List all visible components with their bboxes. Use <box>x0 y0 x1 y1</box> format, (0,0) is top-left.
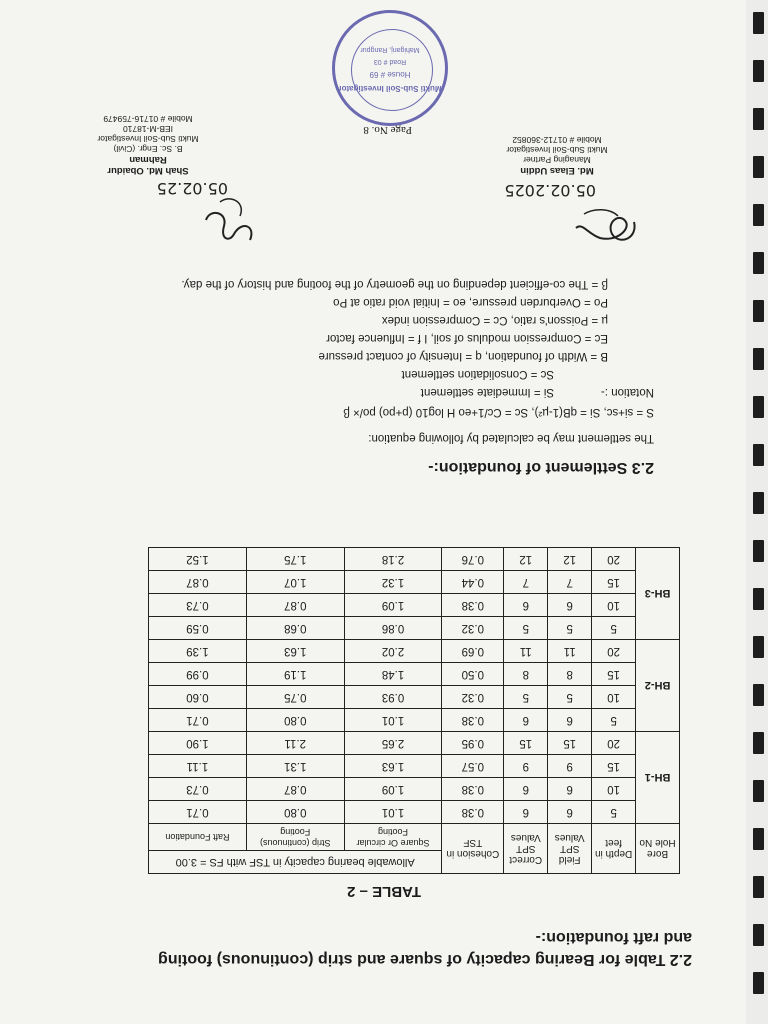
table-row <box>149 617 680 640</box>
depth-cell: 20 <box>592 732 636 755</box>
signature-right-ieb: IEB-M-18710 <box>122 124 174 134</box>
field-spt-cell: 7 <box>548 571 592 594</box>
table-row <box>149 571 680 594</box>
notation-item: β = The co-efficient depending on the geometry of the footing and history of the day. <box>181 278 608 290</box>
header-bore-hole: Bore Hole No <box>636 824 680 874</box>
field-spt-cell: 6 <box>548 778 592 801</box>
signature-left-title: Managing Partner <box>523 155 591 165</box>
header-raft: Raft Foundation <box>149 824 247 851</box>
field-spt-cell: 12 <box>548 548 592 571</box>
raft-cell: 0.87 <box>149 571 247 594</box>
depth-cell: 20 <box>592 548 636 571</box>
bore-hole-cell: BH-3 <box>636 548 680 640</box>
raft-cell: 0.71 <box>149 801 247 824</box>
signature-left-company: Mukti Sub-Soil Investigator <box>506 145 608 155</box>
seal-text: Mukti Sub-Soil Investigator <box>338 84 442 93</box>
strip-cell: 2.11 <box>246 732 344 755</box>
cohesion-cell: 0.38 <box>442 801 504 824</box>
depth-cell: 15 <box>592 663 636 686</box>
section-heading-2-3: 2.3 Settlement of foundation:- <box>428 459 654 476</box>
correct-spt-cell: 6 <box>504 778 548 801</box>
square-cell: 2.18 <box>344 548 442 571</box>
header-strip: Strip (continuous) Footing <box>246 824 344 851</box>
raft-cell: 0.99 <box>149 663 247 686</box>
raft-cell: 0.71 <box>149 709 247 732</box>
signature-right-block <box>88 114 208 176</box>
notation-item: µ = Poisson's ratio, Cc = Compression index <box>381 314 608 326</box>
field-spt-cell: 6 <box>548 709 592 732</box>
square-cell: 2.02 <box>344 640 442 663</box>
notation-item: B = Width of foundation, q = Intensity of contact pressure <box>318 350 608 362</box>
depth-cell: 5 <box>592 709 636 732</box>
strip-cell: 1.31 <box>246 755 344 778</box>
signature-right-mobile: Mobile # 01716-759479 <box>103 114 193 124</box>
seal-text: House # 69 <box>369 70 411 79</box>
signature-left-mobile: Mobile # 01712-360852 <box>512 135 602 145</box>
field-spt-cell: 5 <box>548 617 592 640</box>
notation-label: Notation :- <box>600 386 654 398</box>
square-cell: 0.93 <box>344 686 442 709</box>
depth-cell: 5 <box>592 617 636 640</box>
square-cell: 1.32 <box>344 571 442 594</box>
strip-cell: 1.75 <box>246 548 344 571</box>
correct-spt-cell: 9 <box>504 755 548 778</box>
field-spt-cell: 15 <box>548 732 592 755</box>
header-correct-spt: Correct SPT Values <box>504 824 548 874</box>
raft-cell: 1.11 <box>149 755 247 778</box>
square-cell: 2.65 <box>344 732 442 755</box>
cohesion-cell: 0.38 <box>442 594 504 617</box>
correct-spt-cell: 6 <box>504 801 548 824</box>
signature-right-role: Mukti Sub-Soil Investigator <box>97 134 199 144</box>
field-spt-cell: 8 <box>548 663 592 686</box>
field-spt-cell: 11 <box>548 640 592 663</box>
depth-cell: 5 <box>592 801 636 824</box>
table-row <box>149 732 680 755</box>
depth-cell: 20 <box>592 640 636 663</box>
bearing-capacity-table <box>148 547 680 874</box>
signature-left-block <box>482 135 632 176</box>
field-spt-cell: 9 <box>548 755 592 778</box>
notation-item: Sc = Consolidation settlement <box>401 368 554 380</box>
strip-cell: 1.07 <box>246 571 344 594</box>
field-spt-cell: 5 <box>548 686 592 709</box>
heading-line-1: 2.2 Table for Bearing capacity of square and strip (continuous) footing <box>158 951 692 968</box>
settlement-equation: S = si+sc, Si = qB(1-µ²), Sc = Cc/1+eo H log10 (p+po) po/× β <box>343 406 654 418</box>
signature-left-date: 05.02.2025 <box>504 181 596 200</box>
signature-right-name: Shah Md. Obaidur Rahman <box>107 154 189 176</box>
header-depth: Depth in feet <box>592 824 636 874</box>
correct-spt-cell: 5 <box>504 617 548 640</box>
correct-spt-cell: 6 <box>504 594 548 617</box>
correct-spt-cell: 7 <box>504 571 548 594</box>
cohesion-cell: 0.38 <box>442 778 504 801</box>
square-cell: 0.86 <box>344 617 442 640</box>
strip-cell: 0.68 <box>246 617 344 640</box>
depth-cell: 10 <box>592 778 636 801</box>
table-row <box>149 594 680 617</box>
raft-cell: 0.60 <box>149 686 247 709</box>
raft-cell: 0.59 <box>149 617 247 640</box>
table-title: TABLE – 2 <box>347 883 421 900</box>
seal-text: Road # 03 <box>373 58 407 65</box>
notation-item: Po = Overburden pressure, eo = Initial void ratio at Po <box>333 296 608 308</box>
table-row <box>149 686 680 709</box>
cohesion-cell: 0.76 <box>442 548 504 571</box>
square-cell: 1.09 <box>344 778 442 801</box>
correct-spt-cell: 12 <box>504 548 548 571</box>
correct-spt-cell: 15 <box>504 732 548 755</box>
equation-intro: The settlement may be calculated by following equation: <box>368 432 654 444</box>
notation-item: Ec = Compression modulus of soil, I f = Influence factor <box>326 332 608 344</box>
table-row <box>149 709 680 732</box>
cohesion-cell: 0.38 <box>442 709 504 732</box>
depth-cell: 15 <box>592 755 636 778</box>
correct-spt-cell: 8 <box>504 663 548 686</box>
strip-cell: 0.80 <box>246 709 344 732</box>
strip-cell: 0.80 <box>246 801 344 824</box>
depth-cell: 15 <box>592 571 636 594</box>
depth-cell: 10 <box>592 686 636 709</box>
strip-cell: 1.19 <box>246 663 344 686</box>
raft-cell: 1.52 <box>149 548 247 571</box>
cohesion-cell: 0.50 <box>442 663 504 686</box>
cohesion-cell: 0.95 <box>442 732 504 755</box>
table-row <box>149 755 680 778</box>
header-allowable: Allowable bearing capacity in TSF with FS = 3.00 <box>149 851 442 874</box>
correct-spt-cell: 5 <box>504 686 548 709</box>
square-cell: 1.01 <box>344 709 442 732</box>
field-spt-cell: 6 <box>548 594 592 617</box>
page-number: Page No. 8 <box>363 124 412 136</box>
cohesion-cell: 0.32 <box>442 617 504 640</box>
notation-item: Si = Immediate settlement <box>420 386 554 398</box>
signature-left <box>570 204 640 252</box>
depth-cell: 10 <box>592 594 636 617</box>
signature-right-date: 05.02.25 <box>156 179 228 198</box>
cohesion-cell: 0.32 <box>442 686 504 709</box>
raft-cell: 0.73 <box>149 594 247 617</box>
correct-spt-cell: 6 <box>504 709 548 732</box>
square-cell: 1.01 <box>344 801 442 824</box>
strip-cell: 0.87 <box>246 778 344 801</box>
bore-hole-cell: BH-2 <box>636 640 680 732</box>
square-cell: 1.09 <box>344 594 442 617</box>
company-seal <box>332 10 448 126</box>
cohesion-cell: 0.69 <box>442 640 504 663</box>
table-row <box>149 801 680 824</box>
table-row <box>149 640 680 663</box>
cohesion-cell: 0.57 <box>442 755 504 778</box>
raft-cell: 1.90 <box>149 732 247 755</box>
signature-left-name: Md. Elaas Uddin <box>520 165 594 176</box>
bore-hole-cell: BH-1 <box>636 732 680 824</box>
raft-cell: 1.39 <box>149 640 247 663</box>
signature-right-degree: B. Sc. Engr. (Civil) <box>113 144 183 154</box>
seal-text: Mahiganj, Rangpur <box>360 46 420 53</box>
cohesion-cell: 0.44 <box>442 571 504 594</box>
strip-cell: 0.75 <box>246 686 344 709</box>
strip-cell: 1.63 <box>246 640 344 663</box>
table-row <box>149 663 680 686</box>
signature-right <box>200 190 260 246</box>
table-row <box>149 778 680 801</box>
header-square: Square Or circular Footing <box>344 824 442 851</box>
header-cohesion: Cohesion in TSF <box>442 824 504 874</box>
header-field-spt: Field SPT Values <box>548 824 592 874</box>
strip-cell: 0.87 <box>246 594 344 617</box>
correct-spt-cell: 11 <box>504 640 548 663</box>
section-heading-2-2 <box>92 926 692 970</box>
heading-line-2: and raft foundation:- <box>535 929 692 946</box>
table-row <box>149 548 680 571</box>
raft-cell: 0.73 <box>149 778 247 801</box>
field-spt-cell: 6 <box>548 801 592 824</box>
square-cell: 1.63 <box>344 755 442 778</box>
square-cell: 1.48 <box>344 663 442 686</box>
